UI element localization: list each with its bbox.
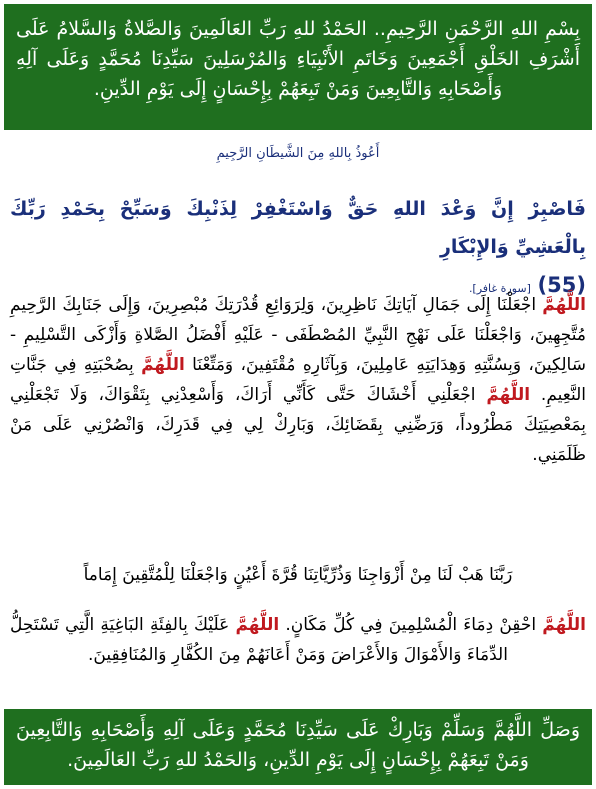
closing-text: وَصَلِّ اللَّهُمَّ وَسَلِّمْ وَبَارِكْ عَلَى سَيِّدِنَا مُحَمَّدٍ وَعَلَى آلِهِ وَأَصْحَابِهِ وَالتَّابِعِينَ وَمَنْ تَبِعَهُمْ بِإِحْسَانٍ إِلَى يَوْمِ الدِّينِ، وَالحَمْدُ للهِ رَبِّ العَالَمِينَ. [16,719,580,771]
surah-reference: [سورة غافر]. [468,282,531,295]
ayah-number: (55) [537,273,586,297]
istiadha-line: أَعُوذُ بِاللهِ مِنَ الشَّيطَانِ الرَّجِيمِ [216,146,380,161]
quran-verse-line: رَبَّنَا هَبْ لَنَا مِنْ أَزْوَاجِنَا وَذُرِّيَّاتِنَا قُرَّةَ أَعْيُنٍ وَاجْعَلْنَا لِلْمُتَّقِينَ إِمَاماً [83,565,513,585]
allahumma-word: اللَّهُمَّ [141,355,185,375]
allahumma-word: اللَّهُمَّ [542,615,586,635]
dua-text-part1: اجْعَلْنَا إِلَى جَمَالِ آيَاتِكَ نَاظِرِينَ، وَلِرَوَائِعِ قُدْرَتِكَ مُبْصِرِينَ، وَإِلَى جَنَابِكَ الرَّحِيمِ مُتَّجِهِينَ، وَاجْعَلْنَا عَلَى نَهْجِ النَّبِيِّ المُصْطَفَى - عَلَيْهِ أَفْضَلُ الصَّلاةِ وَأَزْكَى التَّسْلِيمِ - سَالِكِينَ، وَبِسُنَّتِهِ وَهِدَايَتِهِ عَامِلِينَ، وَبِآثَارِهِ مُقْتَفِينَ، وَمَتِّعْنَا [10,295,586,375]
opening-banner [4,4,592,130]
dua2-text-part2: عَلَيْكَ بِالفِئَةِ البَاغِيَةِ الَّتِي تَسْتَحِلُّ الدِّمَاءَ وَالأَمْوَالَ وَالأَعْرَاضَ وَمَنْ أَعَانَهُمْ مِنَ الكُفَّارِ وَالمُنَافِقِينَ. [10,615,508,665]
allahumma-word: اللَّهُمَّ [542,295,586,315]
allahumma-word: اللَّهُمَّ [486,385,531,405]
dua2-text-part1: احْقِنْ دِمَاءَ الْمُسْلِمِينَ فِي كُلِّ مَكَانٍ. [279,615,543,635]
closing-banner [4,709,592,785]
opening-text: بِسْمِ اللهِ الرَّحْمَنِ الرَّحِيمِ.. الحَمْدُ للهِ رَبِّ العَالَمِينَ وَالصَّلاةُ وَالسَّلامُ عَلَى أَشْرَفِ الخَلْقِ أَجْمَعِينَ وَخَاتَمِ الأَنْبِيَاءِ وَالمُرْسَلِينَ سَيِّدِنَا مُحَمَّدٍ وَعَلَى آلِهِ وَأَصْحَابِهِ وَالتَّابِعِينَ وَمَنْ تَبِعَهُمْ بِإِحْسَانٍ إِلَى يَوْمِ الدِّينِ. [16,18,580,100]
dua-text-part2: بِصُحْبَتِهِ فِي جَنَّاتِ النَّعِيمِ. [10,355,586,405]
dua-paragraph [10,290,586,470]
ayah-text: فَاصْبِرْ إِنَّ وَعْدَ اللهِ حَقٌّ وَاسْتَغْفِرْ لِذَنْبِكَ وَسَبِّحْ بِحَمْدِ رَبِّكَ بِالْعَشِيِّ وَالإِبْكَارِ [10,198,586,258]
dua2-paragraph [10,610,586,670]
dua-text-part3: اجْعَلْنِي أَخْشَاكَ حَتَّى كَأَنِّي أَرَاكَ، وَأَسْعِدْنِي بِتَقْوَاكَ، وَلَا تَجْعَلْنِي بِمَعْصِيَتِكَ مَطْرُوداً، وَرَضِّنِي بِقَضَائِكَ، وَبَارِكْ لِي فِي قَدَرِكَ، وَانْصُرْنِي عَلَى مَنْ ظَلَمَنِي. [10,385,586,465]
allahumma-word: اللَّهُمَّ [235,615,280,635]
